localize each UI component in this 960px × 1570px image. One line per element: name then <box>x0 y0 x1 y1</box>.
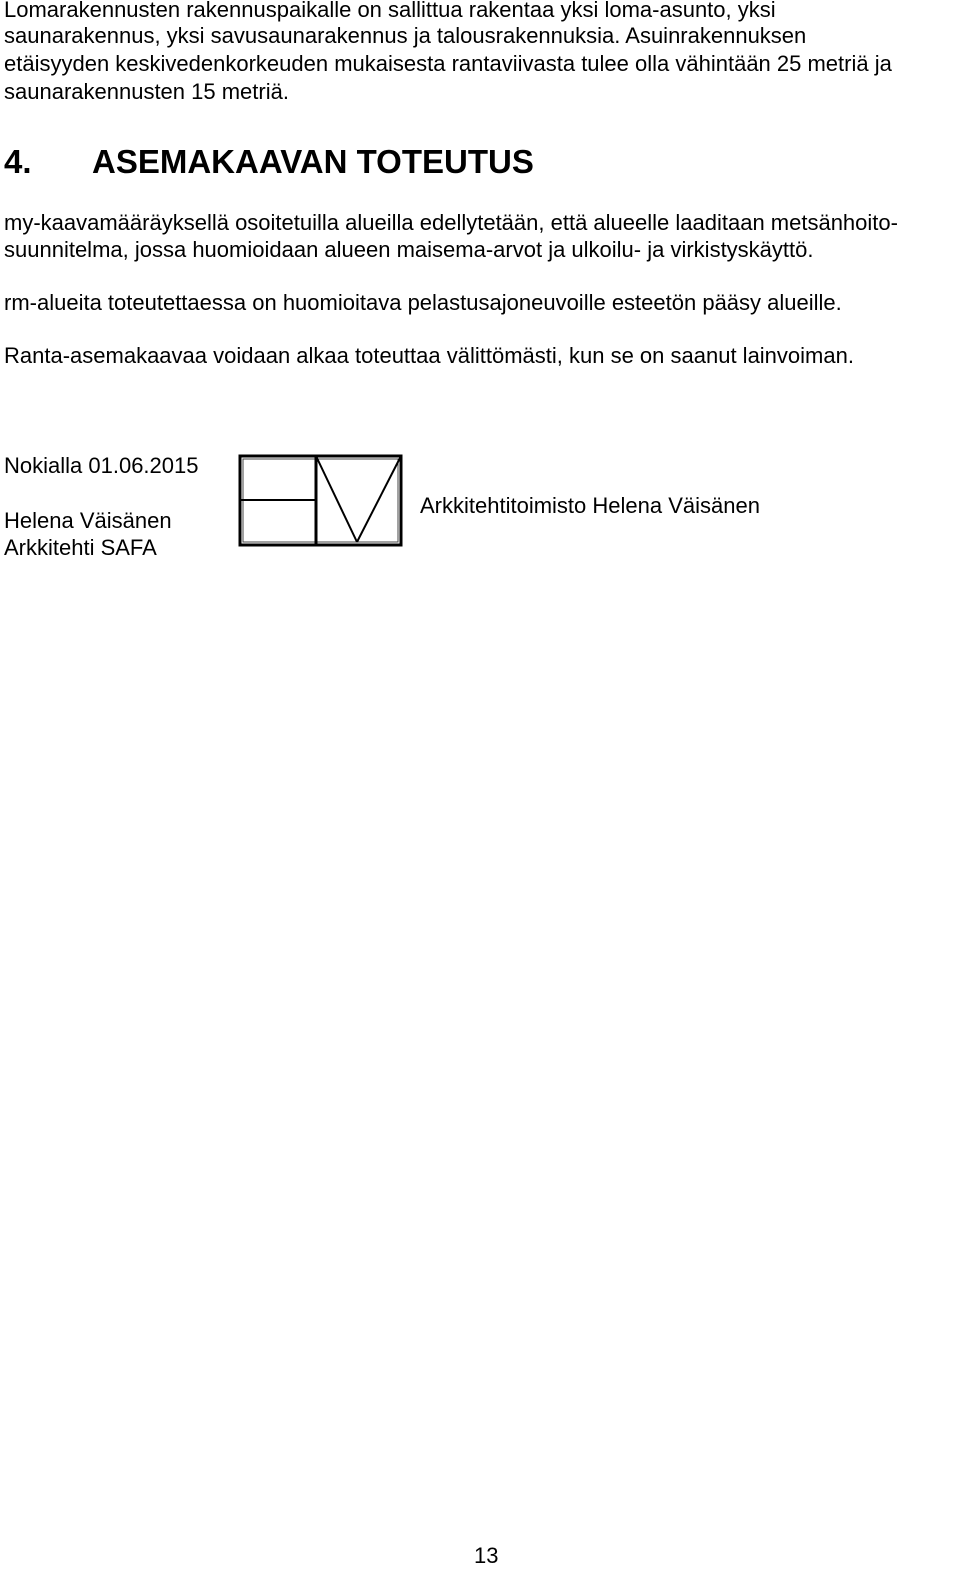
architect-office-logo-icon <box>238 454 404 553</box>
intro-line-4: saunarakennusten 15 metriä. <box>4 79 289 104</box>
paragraph-1-line-2: suunnitelma, jossa huomioidaan alueen maisema-arvot ja ulkoilu- ja virkistyskäyttö. <box>4 237 814 262</box>
paragraph-1-line-1: my-kaavamääräyksellä osoitetuilla alueilla edellytetään, että alueelle laaditaan metsänhoito- <box>4 210 898 235</box>
intro-line-3: etäisyyden keskivedenkorkeuden mukaisesta rantaviivasta tulee olla vähintään 25 metriä ja <box>4 51 892 76</box>
signer-name: Helena Väisänen <box>4 508 172 533</box>
section-heading <box>4 140 534 184</box>
intro-line-1: Lomarakennusten rakennuspaikalle on sallittua rakentaa yksi loma-asunto, yksi <box>4 0 776 22</box>
place-date: Nokialla 01.06.2015 <box>4 453 199 478</box>
section-title: ASEMAKAAVAN TOTEUTUS <box>92 143 534 180</box>
page-number: 13 <box>474 1543 499 1568</box>
intro-line-2: saunarakennus, yksi savusaunarakennus ja talousrakennuksia. Asuinrakennuksen <box>4 23 807 48</box>
signer-title: Arkkitehti SAFA <box>4 535 157 560</box>
paragraph-3: Ranta-asemakaavaa voidaan alkaa toteuttaa välittömästi, kun se on saanut lainvoiman. <box>4 343 854 368</box>
section-number: 4. <box>4 143 32 180</box>
office-name: Arkkitehtitoimisto Helena Väisänen <box>420 493 760 518</box>
paragraph-2: rm-alueita toteutettaessa on huomioitava pelastusajoneuvoille esteetön pääsy alueille. <box>4 290 842 315</box>
